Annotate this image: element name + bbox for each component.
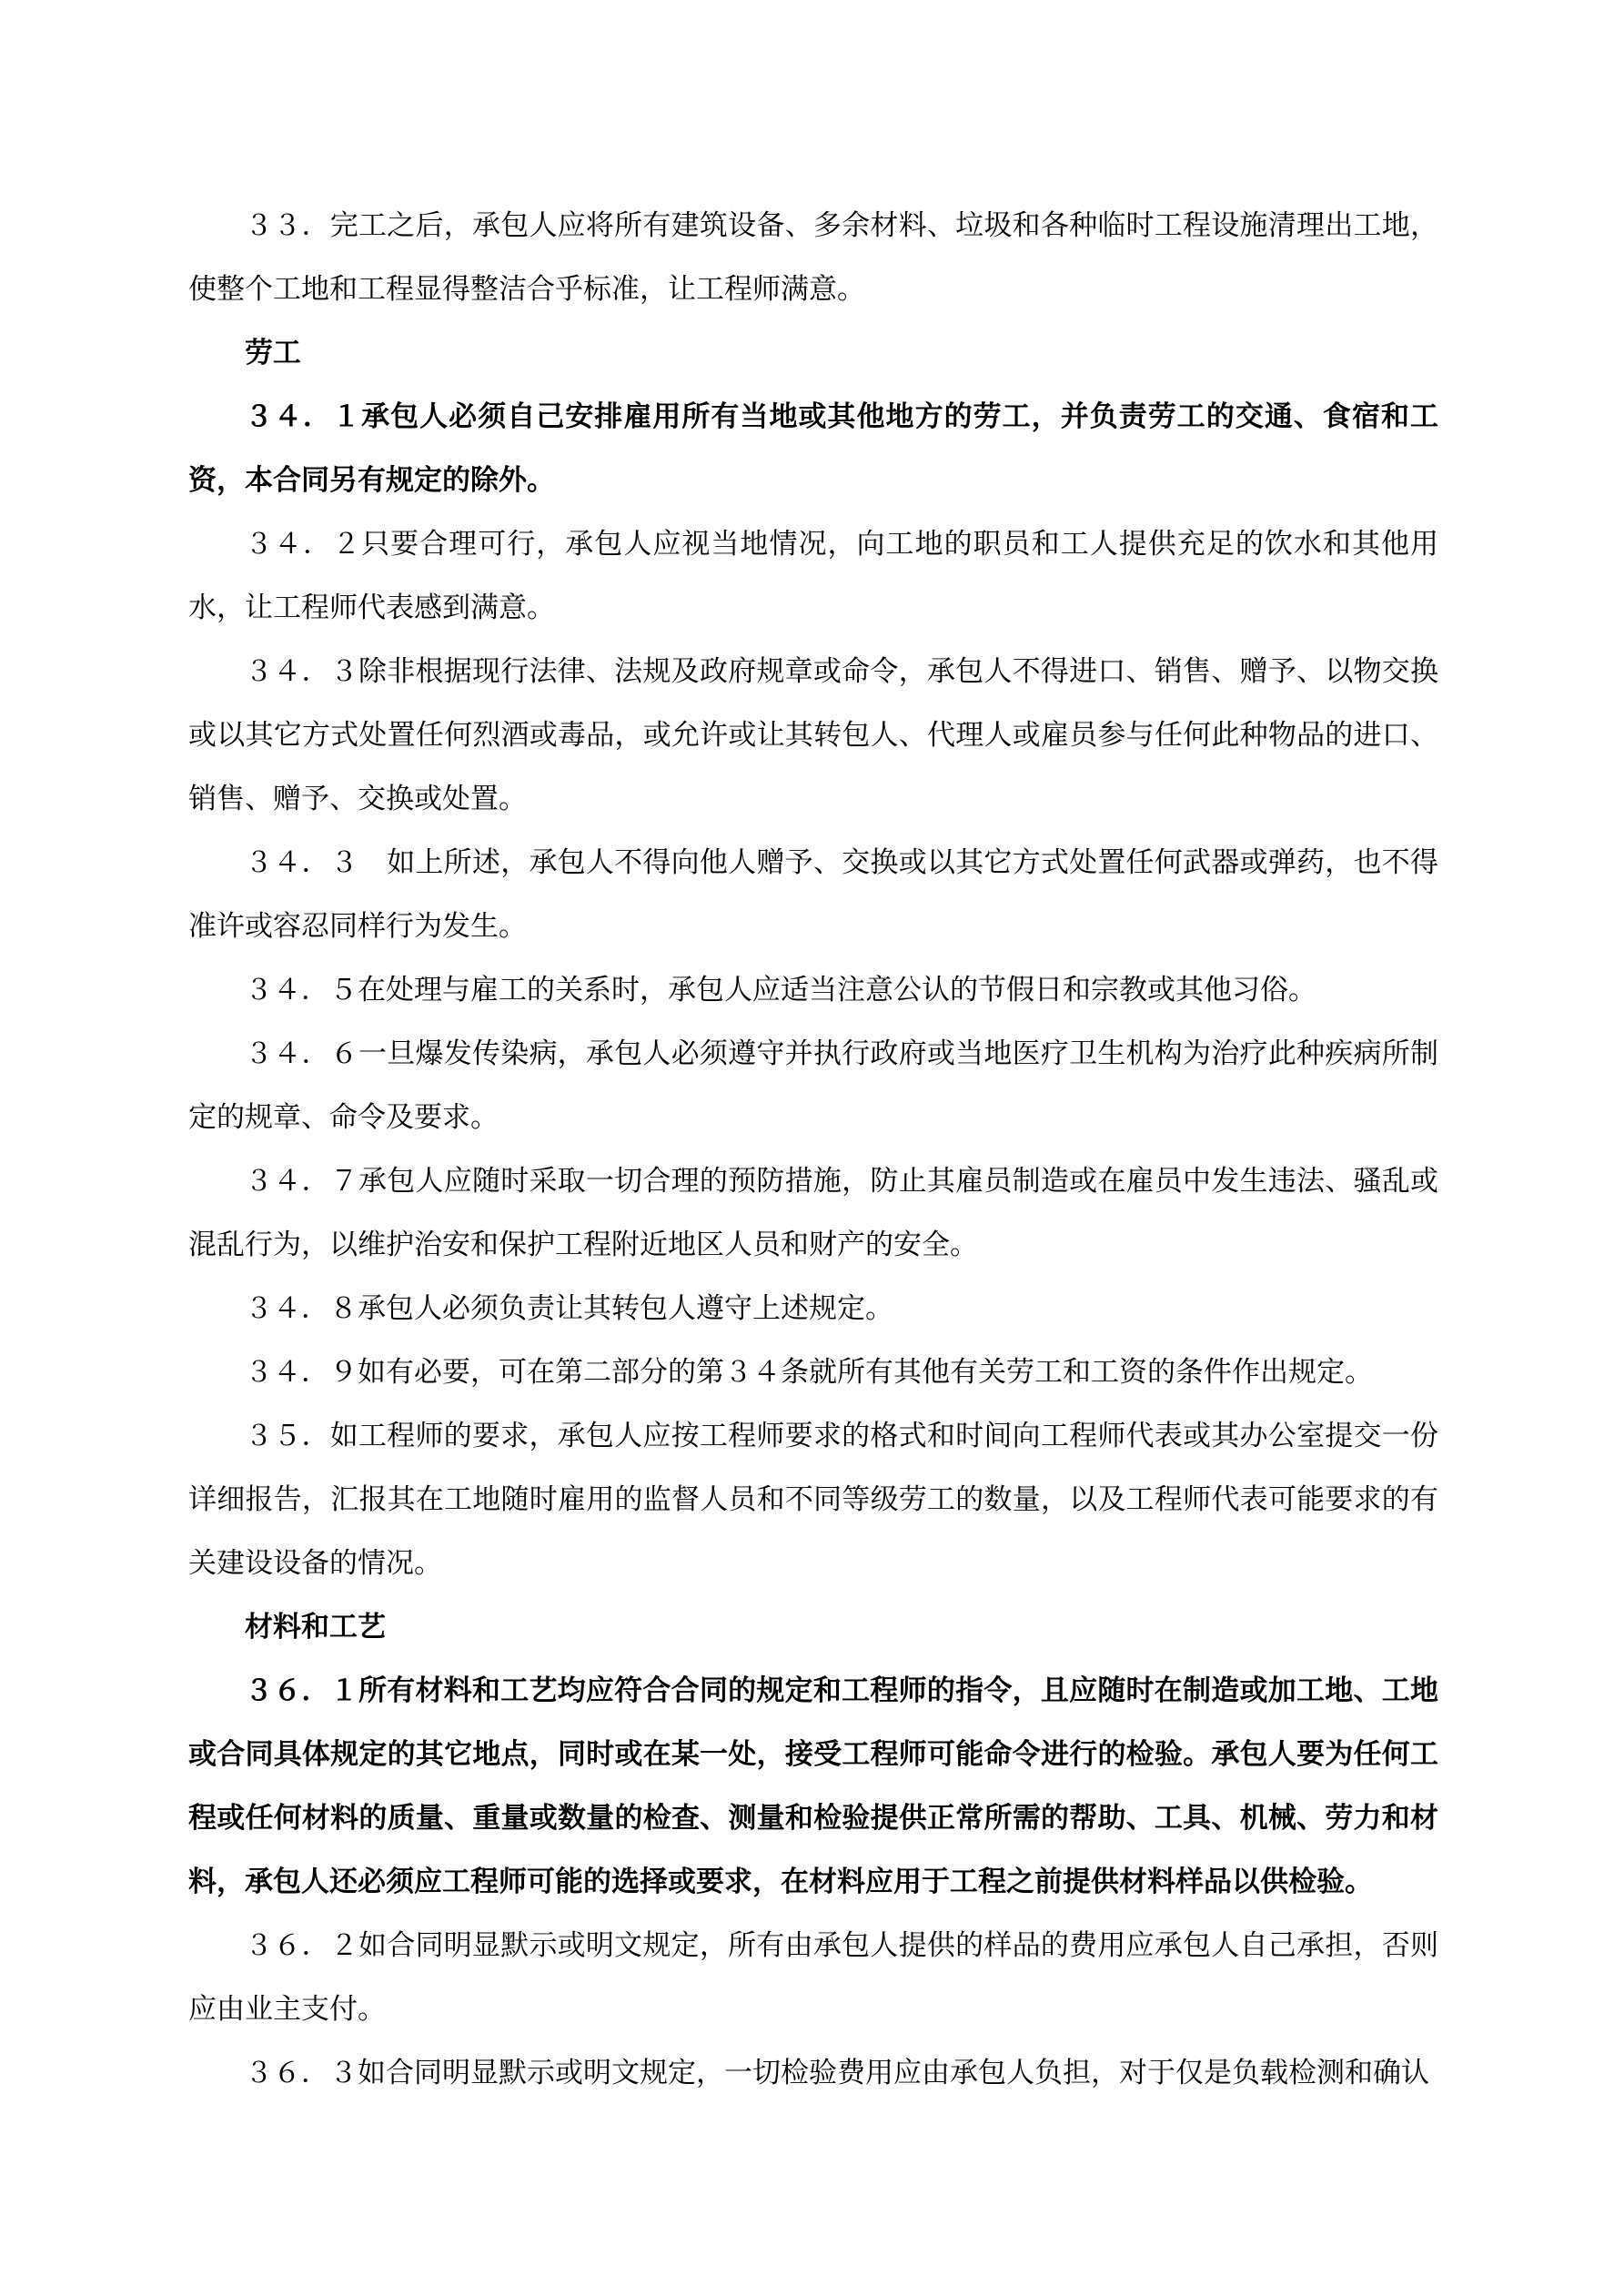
paragraph-34-1-labor-engagement: ３４．１承包人必须自己安排雇用所有当地或其他地方的劳工，并负责劳工的交通、食宿和工资，本合同另有规定的除外。 [188,400,1438,496]
paragraph-33-site-clearance: ３３．完工之后，承包人应将所有建筑设备、多余材料、垃圾和各种临时工程设施清理出工地，使整个工地和工程显得整洁合乎标准，让工程师满意。 [188,209,1438,305]
paragraph-34-5-festivals-customs: ３４．５在处理与雇工的关系时，承包人应适当注意公认的节假日和宗教或其他习俗。 [245,974,1316,1006]
paragraph-36-2-sample-costs: ３６．２如合同明显默示或明文规定，所有由承包人提供的样品的费用应承包人自己承担，否则应由业主支付。 [188,1929,1438,2025]
paragraph-34-9-part-two-conditions: ３４．９如有必要，可在第二部分的第３４条就所有其他有关劳工和工资的条件作出规定。 [245,1356,1373,1388]
paragraph-34-8-subcontractors: ３４．８承包人必须负责让其转包人遵守上述规定。 [245,1292,893,1324]
heading-materials-and-workmanship: 材料和工艺 [245,1611,386,1643]
paragraph-34-3-arms-ammunition: ３４．３ 如上所述，承包人不得向他人赠予、交换或以其它方式处置任何武器或弹药，也不得准许或容忍同样行为发生。 [188,846,1438,942]
document-body [188,194,1438,2105]
paragraph-34-2-water-supply: ３４．２只要合理可行，承包人应视当地情况，向工地的职员和工人提供充足的饮水和其他用水，让工程师代表感到满意。 [188,528,1438,623]
paragraph-36-3-test-costs: ３６．３如合同明显默示或明文规定，一切检验费用应由承包人负担，对于仅是负载检测和确认 [245,2057,1429,2089]
paragraph-34-6-epidemics: ３４．６一旦爆发传染病，承包人必须遵守并执行政府或当地医疗卫生机构为治疗此种疾病所制定的规章、命令及要求。 [188,1037,1438,1133]
paragraph-34-3-alcohol-drugs: ３４．３除非根据现行法律、法规及政府规章或命令，承包人不得进口、销售、赠予、以物交换或以其它方式处置任何烈酒或毒品，或允许或让其转包人、代理人或雇员参与任何此种物品的进口、销售、赠予、交换或处置。 [188,655,1438,814]
heading-labor: 劳工 [245,337,301,369]
paragraph-35-labor-returns: ３５．如工程师的要求，承包人应按工程师要求的格式和时间向工程师代表或其办公室提交一份详细报告，汇报其在工地随时雇用的监督人员和不同等级劳工的数量，以及工程师代表可能要求的有关建设设备的情况。 [188,1420,1438,1579]
paragraph-36-1-quality-inspection: ３６．１所有材料和工艺均应符合合同的规定和工程师的指令，且应随时在制造或加工地、工地或合同具体规定的其它地点，同时或在某一处，接受工程师可能命令进行的检验。承包人要为任何工程或任何材料的质量、重量或数量的检查、测量和检验提供正常所需的帮助、工具、机械、劳力和材料，承包人还必须应工程师可能的选择或要求，在材料应用于工程之前提供材料样品以供检验。 [188,1674,1438,1897]
paragraph-34-7-disorderly-conduct: ３４．７承包人应随时采取一切合理的预防措施，防止其雇员制造或在雇员中发生违法、骚乱或混乱行为，以维护治安和保护工程附近地区人员和财产的安全。 [188,1165,1438,1260]
